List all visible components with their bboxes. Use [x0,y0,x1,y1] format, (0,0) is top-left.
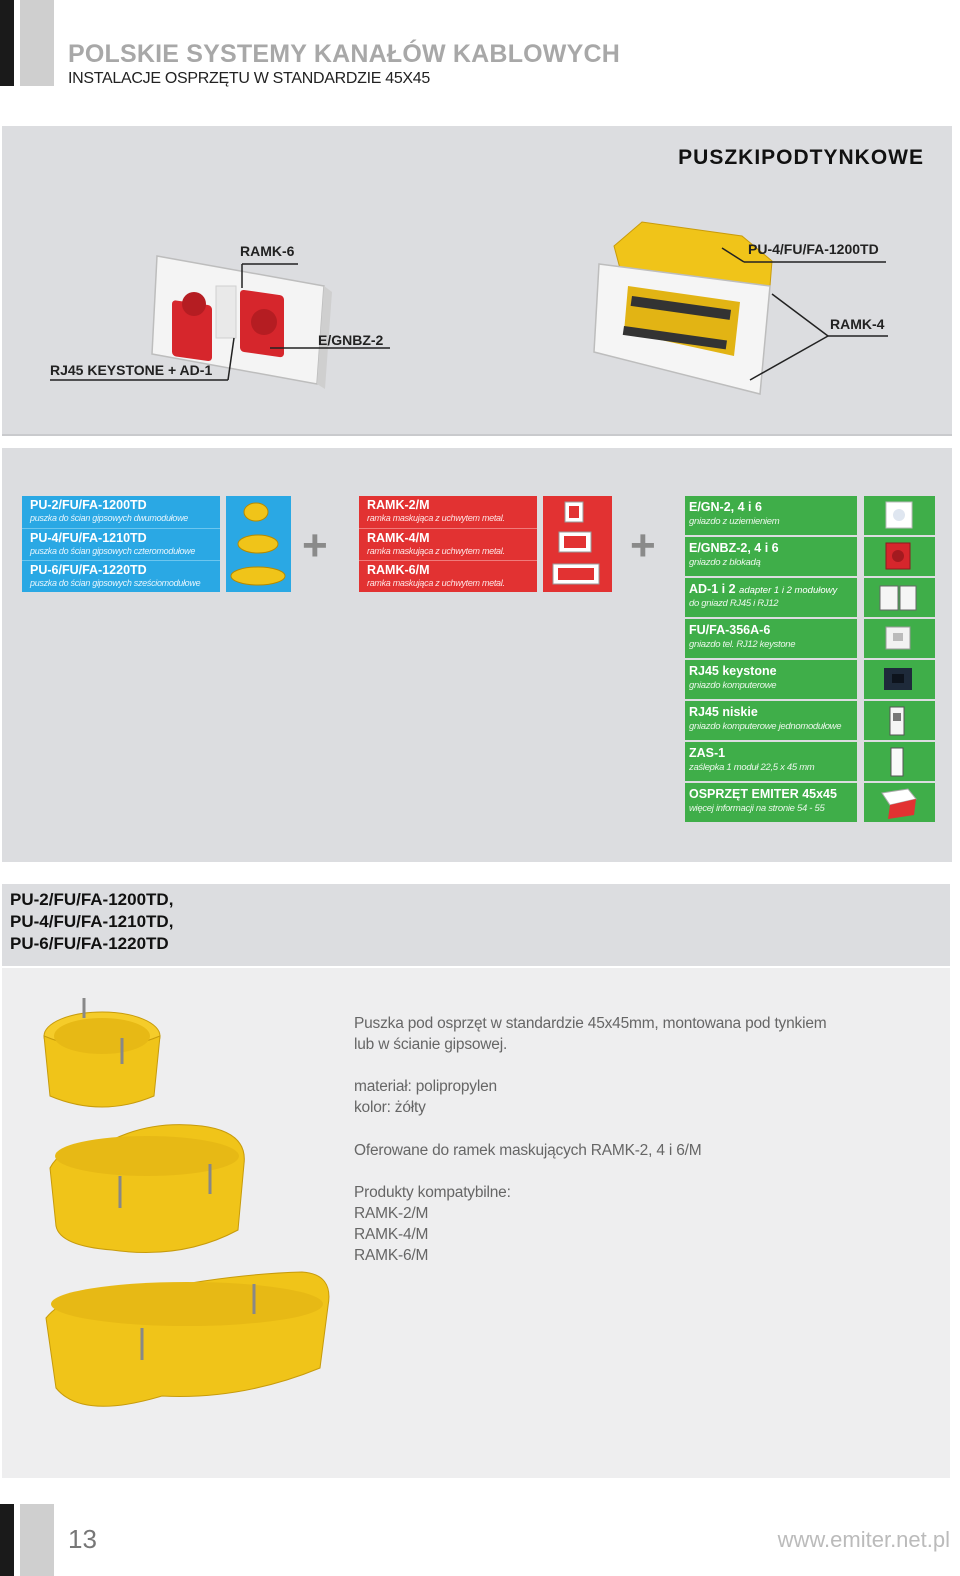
product-material: materiał: polipropylen [354,1078,497,1095]
box-item-desc: puszka do ścian gipsowych dwumodułowe [30,513,188,523]
frame-item [359,528,537,560]
accessory-name: RJ45 keystone [689,664,777,678]
hero-heading: PUSZKIPODTYNKOWE [678,146,924,169]
page-title: POLSKIE SYSTEMY KANAŁÓW KABLOWYCH [68,40,620,68]
compatible-label: Produkty kompatybilne: [354,1184,511,1201]
box-item [22,496,220,528]
adapter-icon [864,578,935,617]
accessory-item [685,701,857,740]
accessory-item [685,783,857,822]
accessory-desc: gniazdo komputerowe jednomodułowe [689,721,842,732]
box-pu4-illustration [594,222,772,394]
box-item-name: PU-4/FU/FA-1210TD [30,531,147,545]
accessory-name: E/GNBZ-2, 4 i 6 [689,541,779,555]
accessory-item [685,742,857,781]
header-accent-bar-dark [0,0,14,86]
box-item-desc: puszka do ścian gipsowych sześciomodułowe [30,578,201,588]
footer-accent-bar-dark [0,1504,14,1576]
frame-item [359,560,537,592]
hero-panel [2,126,952,436]
accessory-name: AD-1 i 2 adapter 1 i 2 modułowy [689,582,838,596]
accessory-desc: zaślepka 1 moduł 22,5 x 45 mm [689,762,815,773]
compatible-item: RAMK-2/M [354,1205,429,1222]
accessory-item [685,496,857,535]
product-header [2,884,950,966]
page-number: 13 [68,1524,97,1554]
rj12-keystone-icon [864,619,935,658]
frames-thumbnails [543,496,612,592]
frame-item-desc: ramka maskująca z uchwytem metal. [367,546,505,556]
product-code: PU-4/FU/FA-1210TD, [10,912,174,931]
accessory-desc: gniazdo z blokadą [689,557,761,568]
accessory-desc: gniazdo komputerowe [689,680,777,691]
callout-egnbz2: E/GNBZ-2 [318,332,384,348]
frame-item-desc: ramka maskująca z uchwytem metal. [367,513,505,523]
product-body [2,968,950,1478]
accessory-item [685,578,857,617]
hero-illustration [2,126,952,436]
callout-ramk6: RAMK-6 [240,243,295,259]
rj45-low-icon [864,701,935,740]
frame-item-desc: ramka maskująca z uchwytem metal. [367,578,505,588]
frame-item-name: RAMK-2/M [367,498,430,512]
accessory-name: ZAS-1 [689,746,726,760]
plus-icon: + [302,521,328,570]
box-double-illustration [50,1125,244,1253]
accessory-item [685,660,857,699]
accessory-item [685,537,857,576]
blank-plate-icon [864,742,935,781]
plus-icon: + [630,521,656,570]
compatible-item: RAMK-4/M [354,1226,429,1243]
product-code: PU-2/FU/FA-1200TD, [10,890,174,909]
product-offered: Oferowane do ramek maskujących RAMK-2, 4 i 6/M [354,1142,702,1159]
accessory-desc: gniazdo z uziemieniem [689,516,780,527]
box-single-illustration [44,998,160,1107]
yellow-boxes-photo [2,968,342,1468]
box-triple-illustration [46,1272,329,1406]
accessory-name: RJ45 niskie [689,705,758,719]
box-item [22,560,220,592]
callout-ramk4: RAMK-4 [830,316,885,332]
boxes-block [22,496,220,592]
accessory-desc: więcej informacji na stronie 54 - 55 [689,803,825,814]
box-item-desc: puszka do ścian gipsowych czteromodułowe [30,546,196,556]
product-description: Puszka pod osprzęt w standardzie 45x45mm, montowana pod tynkiem [354,1015,827,1032]
accessory-desc: gniazdo tel. RJ12 keystone [689,639,796,650]
accessory-name: FU/FA-356A-6 [689,623,771,637]
frame-item [359,496,537,528]
boxes-thumbnails [226,496,291,592]
socket-white-icon [864,496,935,535]
footer-accent-bar-grey [20,1504,54,1576]
header-accent-bar-grey [20,0,54,86]
accessory-item [685,619,857,658]
box-item-name: PU-2/FU/FA-1200TD [30,498,147,512]
white-frame-icon [543,496,612,592]
box-item-name: PU-6/FU/FA-1220TD [30,563,147,577]
frame-item-name: RAMK-6/M [367,563,430,577]
yellow-box-icon [226,496,291,592]
callout-rj45-keystone: RJ45 KEYSTONE + AD-1 [50,362,213,378]
accessory-name: E/GN-2, 4 i 6 [689,500,762,514]
box-item [22,528,220,560]
emiter-accessory-icon [864,783,935,822]
rj45-keystone-icon [864,660,935,699]
callout-pu4: PU-4/FU/FA-1200TD [748,241,879,257]
website-link[interactable]: www.emiter.net.pl [777,1527,950,1552]
frame-item-name: RAMK-4/M [367,531,430,545]
product-description: lub w ścianie gipsowej. [354,1036,508,1053]
socket-red-icon [864,537,935,576]
page-subtitle: INSTALACJE OSPRZĘTU W STANDARDZIE 45X45 [68,70,431,87]
accessory-name: OSPRZĘT EMITER 45x45 [689,787,837,801]
product-color: kolor: żółty [354,1099,426,1116]
compatible-item: RAMK-6/M [354,1247,429,1264]
frames-block [359,496,537,592]
accessory-desc: do gniazd RJ45 i RJ12 [689,598,779,609]
composition-panel [2,448,952,862]
product-code: PU-6/FU/FA-1220TD [10,934,169,953]
